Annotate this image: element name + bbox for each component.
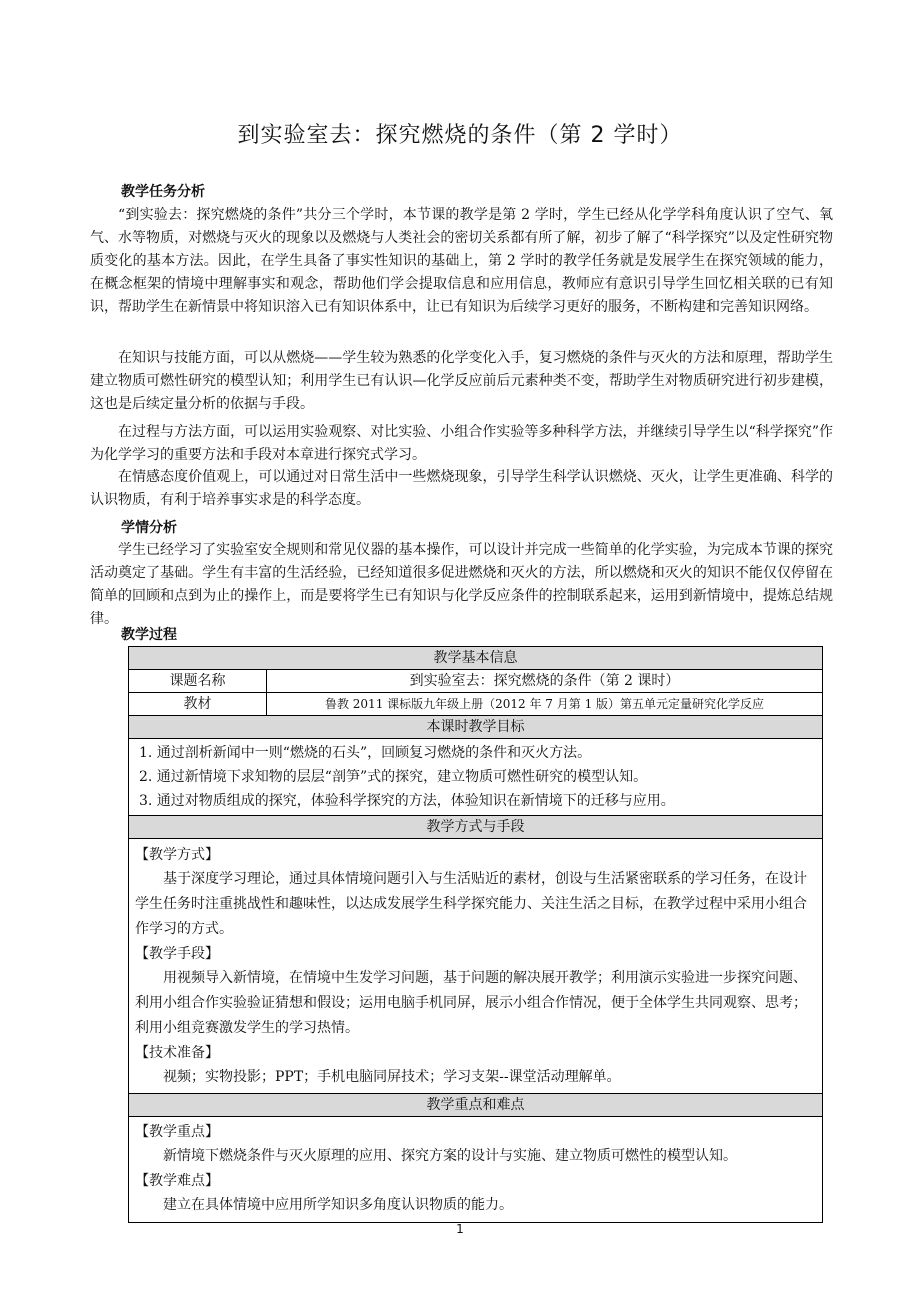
method-tag: 【教学方式】 xyxy=(135,847,219,863)
textbook-value: 鲁教 2011 课标版九年级上册（2012 年 7 月第 1 版）第五单元定量研究化学反应 xyxy=(267,693,823,716)
page-title: 到实验室去：探究燃烧的条件（第 2 学时） xyxy=(237,123,683,148)
section-heading-process: 教学过程 xyxy=(121,627,177,643)
method-text: 基于深度学习理论，通过具体情境问题引入与生活贴近的素材，创设与生活紧密联系的学习任务，在设计学生任务时注重挑战性和趣味性，以达成发展学生科学探究能力、关注生活之目标，在教学过程中采用小组合作学习的方式。 xyxy=(135,871,807,937)
table-header-basic-info: 教学基本信息 xyxy=(129,647,823,670)
table-header-methods: 教学方式与手段 xyxy=(129,816,823,839)
difficulty-text: 建立在具体情境中应用所学知识多角度认识物质的能力。 xyxy=(163,1197,513,1213)
lesson-info-table xyxy=(128,646,823,1223)
task-paragraph: 在知识与技能方面，可以从燃烧——学生较为熟悉的化学变化入手，复习燃烧的条件与灭火的方法和原理，帮助学生建立物质可燃性研究的模型认知；利用学生已有认识—化学反应前后元素种类不变，帮助学生对物质研究进行初步建模，这也是后续定量分析的依据与手段。 xyxy=(90,350,833,412)
methods-cell xyxy=(129,839,823,1094)
means-tag: 【教学手段】 xyxy=(135,946,219,962)
goal-item: 1. 通过剖析新闻中一则“燃烧的石头”，回顾复习燃烧的条件和灭火方法。 xyxy=(139,745,592,761)
page-number: 1 xyxy=(456,1222,464,1236)
goal-item: 2. 通过新情境下求知物的层层“剖笋”式的探究，建立物质可燃性研究的模型认知。 xyxy=(139,769,648,785)
student-paragraph: 学生已经学习了实验室安全规则和常见仪器的基本操作，可以设计并完成一些简单的化学实验，为完成本节课的探究活动奠定了基础。学生有丰富的生活经验，已经知道很多促进燃烧和灭火的方法，所以燃烧和灭火的知识不能仅仅停留在简单的回顾和点到为止的操作上，而是要将学生已有知识与化学反应条件的控制联系起来，运用到新情境中，提炼总结规律。 xyxy=(90,542,833,627)
focus-text: 新情境下燃烧条件与灭火原理的应用、探究方案的设计与实施、建立物质可燃性的模型认知。 xyxy=(163,1148,737,1164)
table-header-goals: 本课时教学目标 xyxy=(129,716,823,739)
task-paragraph: “到实验去：探究燃烧的条件”共分三个学时，本节课的教学是第 2 学时，学生已经从化学学科角度认识了空气、氧气、水等物质，对燃烧与灭火的现象以及燃烧与人类社会的密切关系都有所了解，初步了解了“科学探究”以及定性研究物质变化的基本方法。因此，在学生具备了事实性知识的基础上，第 2 学时的教学任务就是发展学生在探究领域的能力，在概念框架的情境中理解事实和观念，帮助他们学会提取信息和应用信息，教师应有意识引导学生回忆相关联的已有知识，帮助学生在新情景中将知识溶入已有知识体系中，让已有知识为后续学习更好的服务，不断构建和完善知识网络。 xyxy=(90,207,833,315)
section-heading-task: 教学任务分析 xyxy=(121,184,205,200)
tech-text: 视频；实物投影；PPT；手机电脑同屏技术；学习支架--课堂活动理解单。 xyxy=(163,1069,621,1085)
key-points-cell xyxy=(129,1117,823,1223)
section-heading-student: 学情分析 xyxy=(121,520,177,536)
tech-tag: 【技术准备】 xyxy=(135,1045,219,1061)
table-header-key-points: 教学重点和难点 xyxy=(129,1094,823,1117)
focus-tag: 【教学重点】 xyxy=(135,1124,219,1140)
difficulty-tag: 【教学难点】 xyxy=(135,1173,219,1189)
task-paragraph: 在过程与方法方面，可以运用实验观察、对比实验、小组合作实验等多种科学方法，并继续引导学生以“科学探究”作为化学学习的重要方法和手段对本章进行探究式学习。 xyxy=(90,424,833,463)
goals-cell xyxy=(129,739,823,816)
goal-item: 3. 通过对物质组成的探究，体验科学探究的方法，体验知识在新情境下的迁移与应用。 xyxy=(139,793,675,809)
task-paragraph: 在情感态度价值观上，可以通过对日常生活中一些燃烧现象，引导学生科学认识燃烧、灭火，让学生更准确、科学的认识物质，有利于培养事实求是的科学态度。 xyxy=(90,469,833,508)
topic-value: 到实验室去：探究燃烧的条件（第 2 课时） xyxy=(267,670,823,693)
means-text: 用视频导入新情境，在情境中生发学习问题，基于问题的解决展开教学；利用演示实验进一步探究问题、利用小组合作实验验证猜想和假设；运用电脑手机同屏，展示小组合作情况，便于全体学生共同观察、思考；利用小组竞赛激发学生的学习热情。 xyxy=(135,970,807,1036)
topic-label: 课题名称 xyxy=(129,670,267,693)
textbook-label: 教材 xyxy=(129,693,267,716)
